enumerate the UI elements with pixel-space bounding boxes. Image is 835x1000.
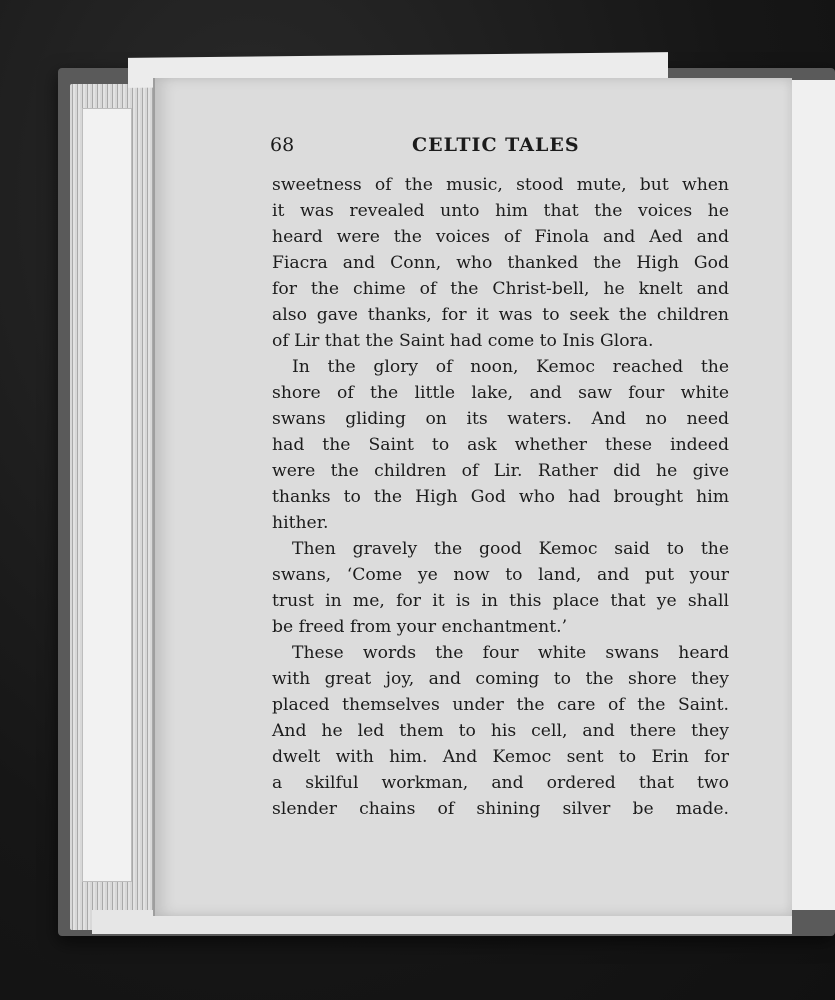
body-text [272, 172, 729, 822]
text-line: heard were the voices of Finola and Aed and [272, 227, 729, 247]
text-line: with great joy, and coming to the shore they [272, 669, 729, 689]
text-line: dwelt with him. And Kemoc sent to Erin for [272, 747, 729, 767]
text-line: slender chains of shining silver be made. [272, 799, 729, 819]
text-line: swans, ‘Come ye now to land, and put your [272, 565, 729, 585]
text-line: Then gravely the good Kemoc said to the [292, 539, 729, 559]
text-line: a skilful workman, and ordered that two [272, 773, 729, 793]
text-line: trust in me, for it is in this place that ye shall [272, 591, 729, 611]
text-line: sweetness of the music, stood mute, but when [272, 175, 729, 195]
text-line: for the chime of the Christ-bell, he knelt and [272, 279, 729, 299]
text-line: And he led them to his cell, and there they [272, 721, 729, 741]
text-line: it was revealed unto him that the voices he [272, 201, 729, 221]
text-line: hither. [272, 513, 329, 533]
text-line: Fiacra and Conn, who thanked the High God [272, 253, 729, 273]
text-line: be freed from your enchantment.’ [272, 617, 568, 637]
text-line: In the glory of noon, Kemoc reached the [292, 357, 729, 377]
text-line: also gave thanks, for it was to seek the children [272, 305, 729, 325]
text-line: shore of the little lake, and saw four white [272, 383, 729, 403]
text-line: were the children of Lir. Rather did he give [272, 461, 729, 481]
text-line: placed themselves under the care of the Saint. [272, 695, 729, 715]
loose-sheet [82, 108, 132, 882]
text-line: of Lir that the Saint had come to Inis Glora. [272, 331, 654, 351]
text-line: thanks to the High God who had brought him [272, 487, 729, 507]
text-line: had the Saint to ask whether these indeed [272, 435, 729, 455]
text-line: These words the four white swans heard [292, 643, 729, 663]
page-number: 68 [270, 134, 295, 156]
running-title: CELTIC TALES [412, 134, 580, 156]
page-header [270, 134, 730, 164]
facing-page [788, 80, 835, 910]
text-line: swans gliding on its waters. And no need [272, 409, 729, 429]
